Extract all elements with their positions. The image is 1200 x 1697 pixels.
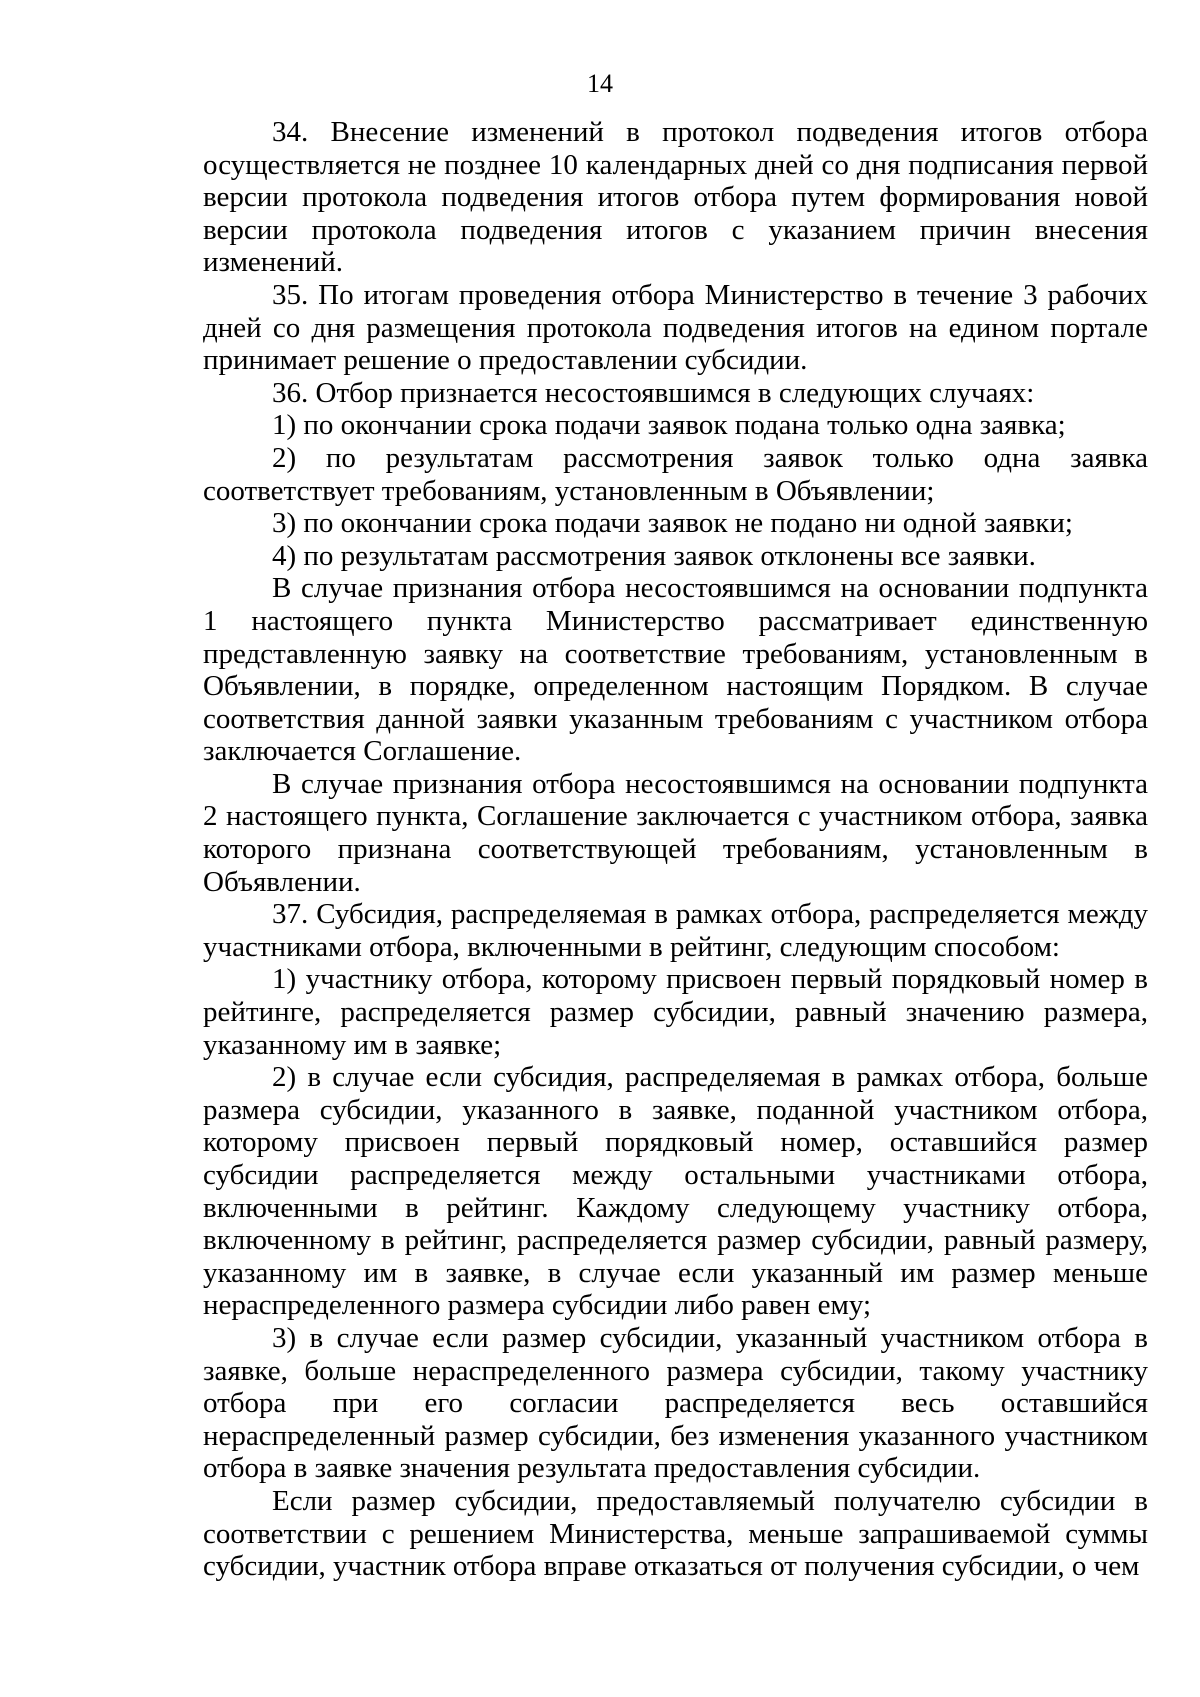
paragraph-34: 34. Внесение изменений в протокол подведения итогов отбора осуществляется не позднее 10 календарных дней со дня подписания первой версии протокола подведения итогов отбора путем формирования новой версии протокола подведения итогов с указанием причин внесения изменений.	[203, 116, 1148, 279]
paragraph-37-note: Если размер субсидии, предоставляемый получателю субсидии в соответствии с решением Министерства, меньше запрашиваемой суммы субсидии, участник отбора вправе отказаться от получения субсидии, о чем	[203, 1484, 1148, 1583]
paragraph-37: 37. Субсидия, распределяемая в рамках отбора, распределяется между участниками отбора, включенными в рейтинг, следующим способом:	[203, 898, 1148, 963]
paragraph-36-item-2: 2) по результатам рассмотрения заявок только одна заявка соответствует требованиям, установленным в Объявлении;	[203, 441, 1148, 507]
paragraph-37-item-3: 3) в случае если размер субсидии, указанный участником отбора в заявке, больше нераспределенного размера субсидии, такому участнику отбора при его согласии распределяется весь оставшийся нераспределенный размер субсидии, без изменения указанного участником отбора в заявке значения результата предоставления субсидии.	[203, 1321, 1148, 1485]
paragraph-35: 35. По итогам проведения отбора Министерство в течение 3 рабочих дней со дня размещения протокола подведения итогов на едином портале принимает решение о предоставлении субсидии.	[203, 278, 1148, 377]
paragraph-36-note-2: В случае признания отбора несостоявшимся на основании подпункта 2 настоящего пункта, Соглашение заключается с участником отбора, заявка которого признана соответствующей требованиям, установленным в Объявлении.	[203, 767, 1148, 898]
page-number: 14	[587, 69, 613, 98]
paragraph-37-item-2: 2) в случае если субсидия, распределяемая в рамках отбора, больше размера субсидии, указанного в заявке, поданной участником отбора, которому присвоен первый порядковый номер, оставшийся размер субсидии распределяется между остальными участниками отбора, включенными в рейтинг. Каждому следующему участнику отбора, включенному в рейтинг, распределяется размер субсидии, равный размеру, указанному им в заявке, в случае если указанный им размер меньше нераспределенного размера субсидии либо равен ему;	[203, 1061, 1148, 1322]
paragraph-36-note-1: В случае признания отбора несостоявшимся на основании подпункта 1 настоящего пункта Министерство рассматривает единственную представленную заявку на соответствие требованиям, установленным в Объявлении, в порядке, определенном настоящим Порядком. В случае соответствия данной заявки указанным требованиям с участником отбора заключается Соглашение.	[203, 572, 1148, 768]
paragraph-36-item-1: 1) по окончании срока подачи заявок подана только одна заявка;	[272, 409, 1066, 442]
document-body	[203, 116, 1148, 1583]
paragraph-37-item-1: 1) участнику отбора, которому присвоен первый порядковый номер в рейтинге, распределяется размер субсидии, равный значению размера, указанному им в заявке;	[203, 963, 1148, 1061]
paragraph-36-item-4: 4) по результатам рассмотрения заявок отклонены все заявки.	[272, 539, 1036, 572]
paragraph-36: 36. Отбор признается несостоявшимся в следующих случаях:	[272, 376, 1035, 409]
paragraph-36-item-3: 3) по окончании срока подачи заявок не подано ни одной заявки;	[272, 507, 1073, 540]
